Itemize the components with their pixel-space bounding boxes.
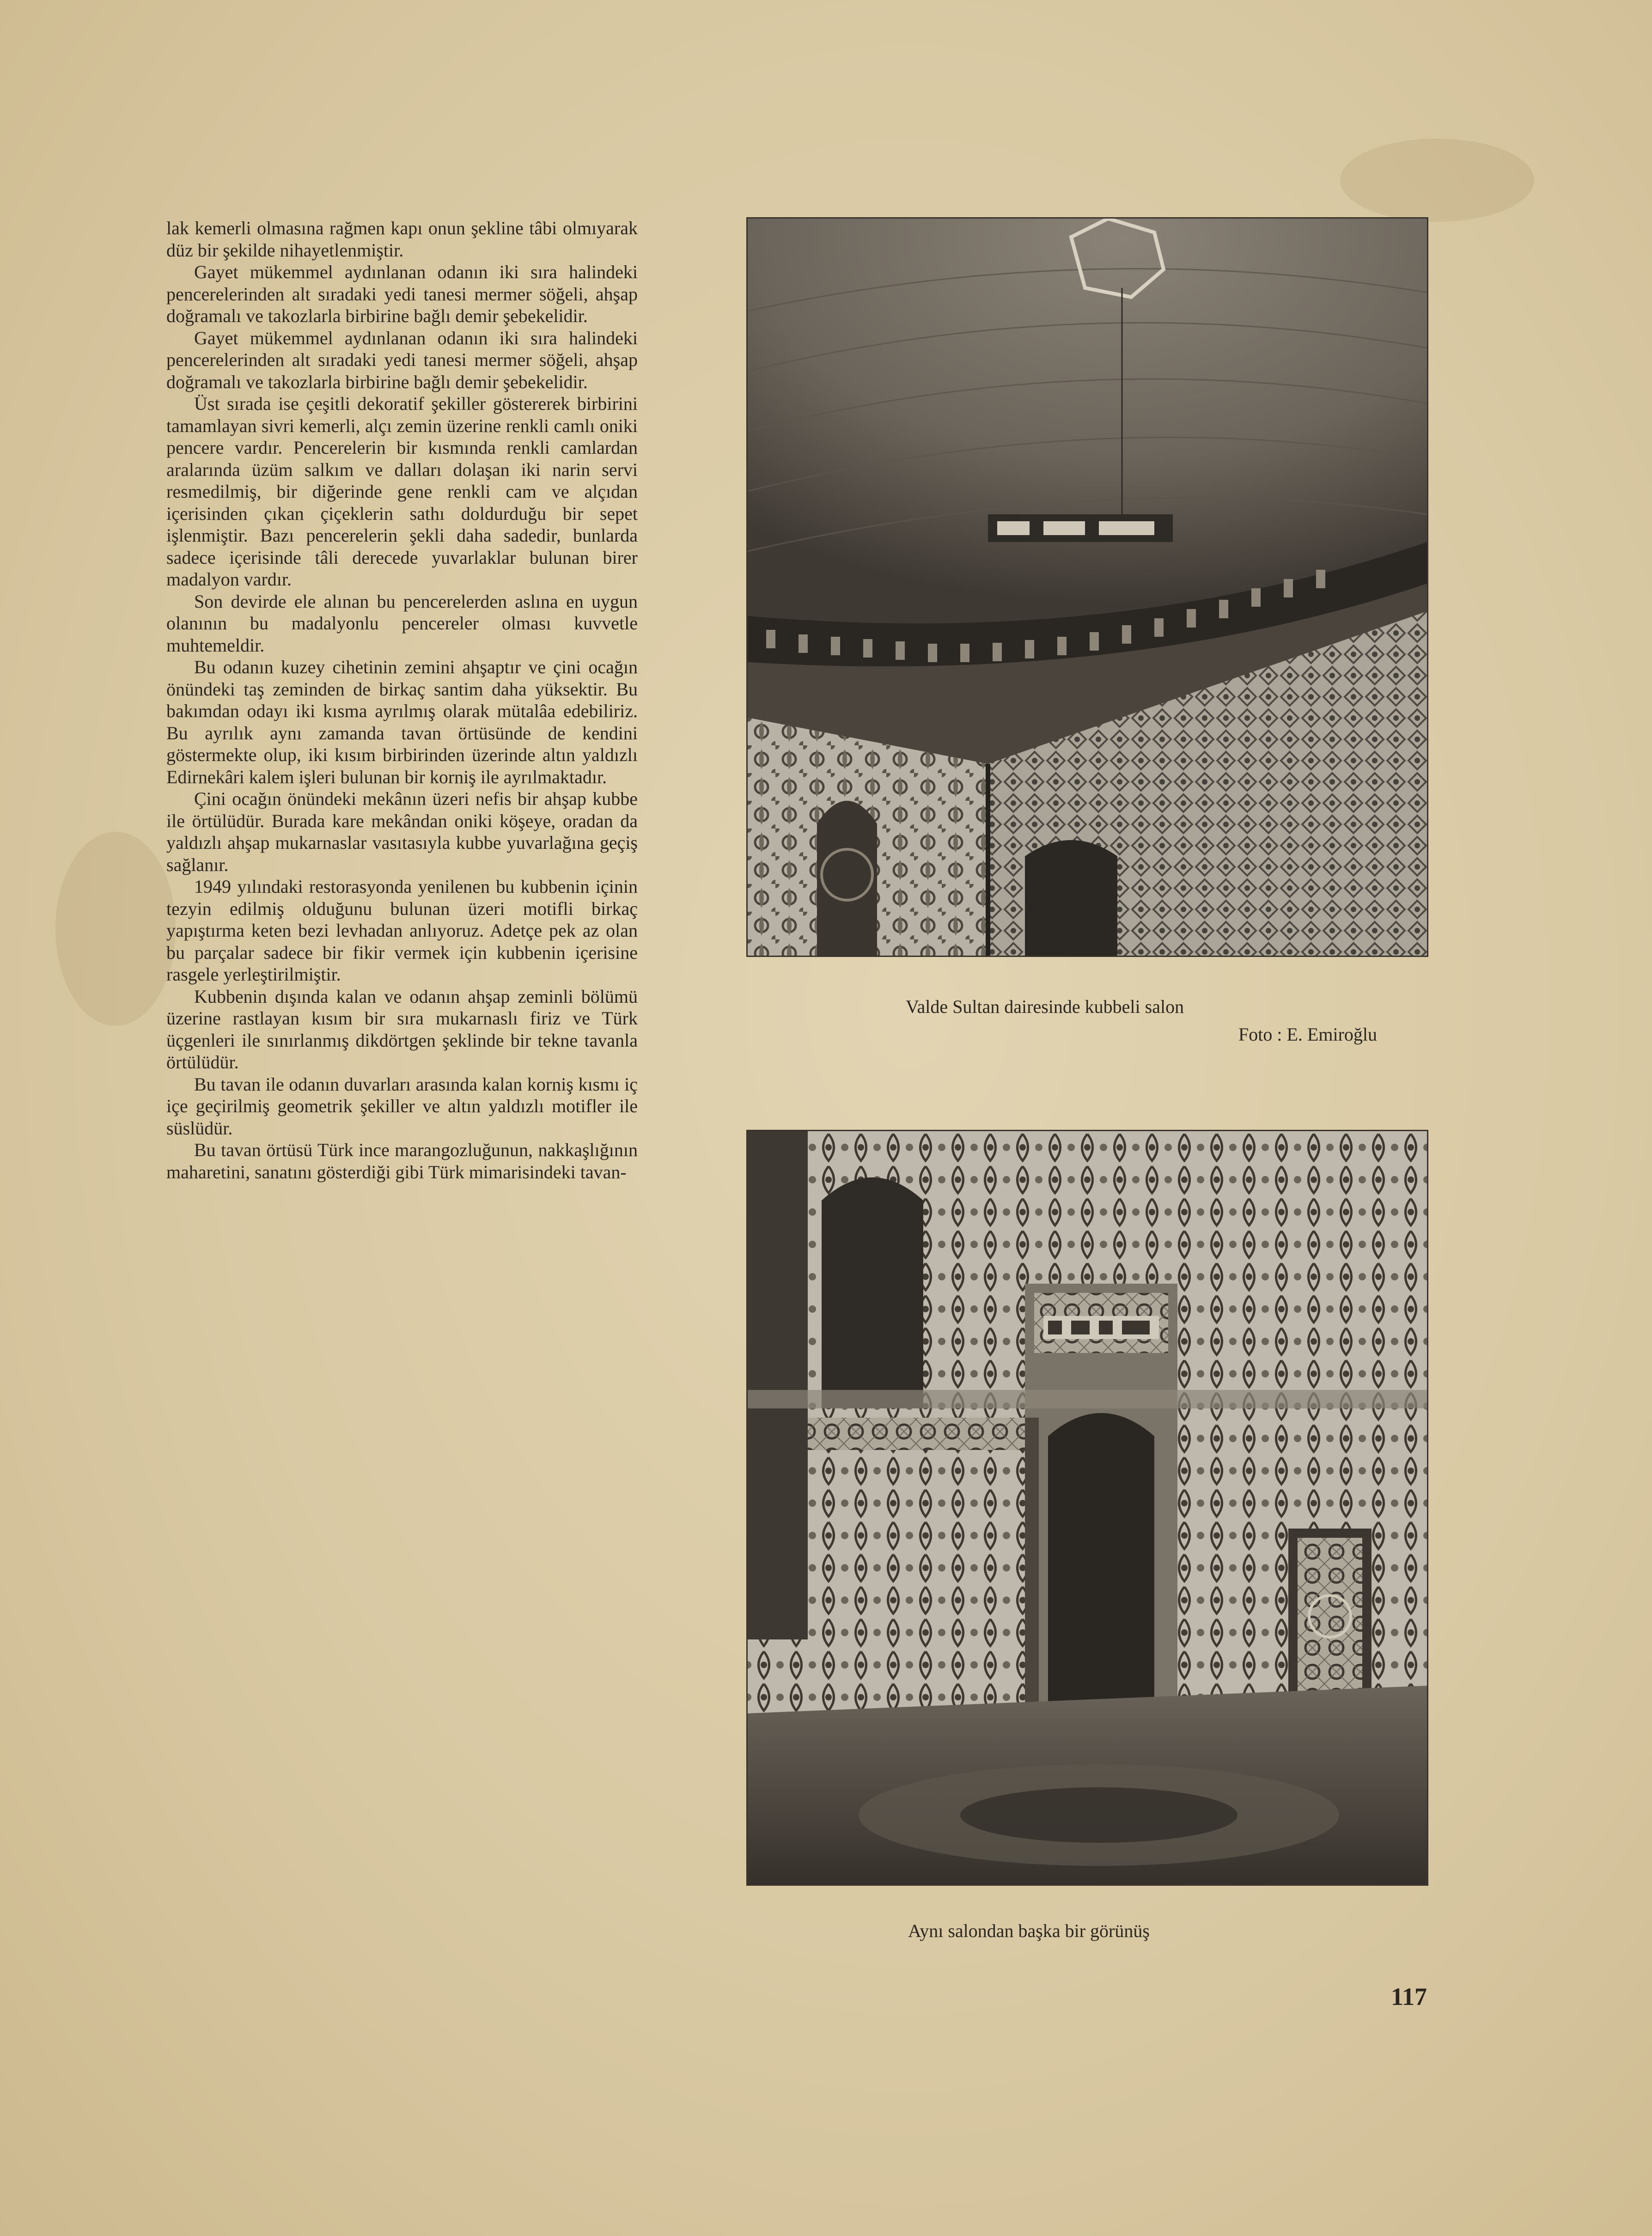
paragraph: Üst sırada ise çeşitli dekoratif şekiller göstererek birbirini tamamlayan sivri kemerli, alçı zemin üzerine renkli camlı oniki pencere vardır. Pencerelerin bir kısmında renkli camlardan aralarında üzüm salkım ve dalları dolaşan iki narin servi resmedilmiş, bir diğerinde gene renkli cam ve alçıdan içerisinden çıkan çiçeklerin sathı doldurduğu bir sepet işlenmiştir. Bazı pencerelerin şekli daha sadedir, bunlarda sadece içerisinde tâli derecede yuvarlaklar bulunan birer madalyon vardır. (166, 393, 638, 590)
dome-photo (746, 217, 1428, 957)
figure-caption: Valde Sultan dairesinde kubbeli salon (906, 996, 1184, 1017)
paragraph: Bu tavan örtüsü Türk ince marangozluğunun, nakkaşlığının maharetini, sanatını gösterdiği gibi Türk mimarisindeki tavan- (166, 1139, 638, 1182)
figure-caption: Aynı salondan başka bir görünüş (908, 1920, 1150, 1941)
article-body (166, 217, 638, 1183)
paragraph: Bu tavan ile odanın duvarları arasında kalan korniş kısmı iç içe geçirilmiş geometrik şekiller ve altın yaldızlı motifler ile süslüdür. (166, 1073, 638, 1139)
paragraph: Gayet mükemmel aydınlanan odanın iki sıra halindeki pencerelerinden alt sıradaki yedi tanesi mermer söğeli, ahşap doğramalı ve takozlarla birbirine bağlı demir şebekelidir. (166, 327, 638, 392)
paper-stain (55, 832, 176, 1026)
paragraph: Kubbenin dışında kalan ve odanın ahşap zeminli bölümü üzerine rastlayan kısım bir sıra mukarnaslı firiz ve Türk üçgenleri ile sınırlanmış dikdörtgen şeklinde bir tekne tavanla örtülüdür. (166, 986, 638, 1072)
paragraph: lak kemerli olmasına rağmen kapı onun şekline tâbi olmıyarak düz bir şekilde nihayetlenmiştir. (166, 218, 638, 261)
photo-credit: Foto : E. Emiroğlu (1238, 1024, 1377, 1045)
paragraph: Gayet mükemmel aydınlanan odanın iki sıra halindeki pencerelerinden alt sıradaki yedi tanesi mermer söğeli, ahşap doğramalı ve takozlarla birbirine bağlı demir şebekelidir. (166, 262, 638, 326)
paragraph: Son devirde ele alınan bu pencerelerden aslına en uygun olanının bu madalyonlu pencereler olması kuvvetle muhtemeldir. (166, 591, 638, 656)
paragraph: Çini ocağın önündeki mekânın üzeri nefis bir ahşap kubbe ile örtülüdür. Burada kare mekândan oniki köşeye, oradan da yaldızlı ahşap mukarnaslar vasıtasıyla kubbe yuvarlağına geçiş sağlanır. (166, 788, 638, 875)
page-number: 117 (1391, 1983, 1427, 2011)
paper-stain (1340, 139, 1534, 222)
paragraph: Bu odanın kuzey cihetinin zemini ahşaptır ve çini ocağın önündeki taş zeminden de birkaç santim daha yüksektir. Bu bakımdan odayı iki kısma ayrılmış olarak mütalâa edebiliriz. Bu ayrılık aynı zamanda tavan örtüsünde de kendini göstermekte olup, iki kısım birbirinden üzerinde altın yaldızlı Edirnekâri kalem işleri bulunan bir korniş ile ayrılmaktadır. (166, 657, 638, 787)
salon-photo (746, 1130, 1428, 1886)
paragraph: 1949 yılındaki restorasyonda yenilenen bu kubbenin içinin tezyin edilmiş olduğunu bulunan üzeri motifli birkaç yapıştırma keten bezi levhadan anlıyoruz. Adetçe pek az olan bu parçalar sadece bir fikir vermek için kubbenin içerisine rasgele yerleştirilmiştir. (166, 876, 638, 985)
